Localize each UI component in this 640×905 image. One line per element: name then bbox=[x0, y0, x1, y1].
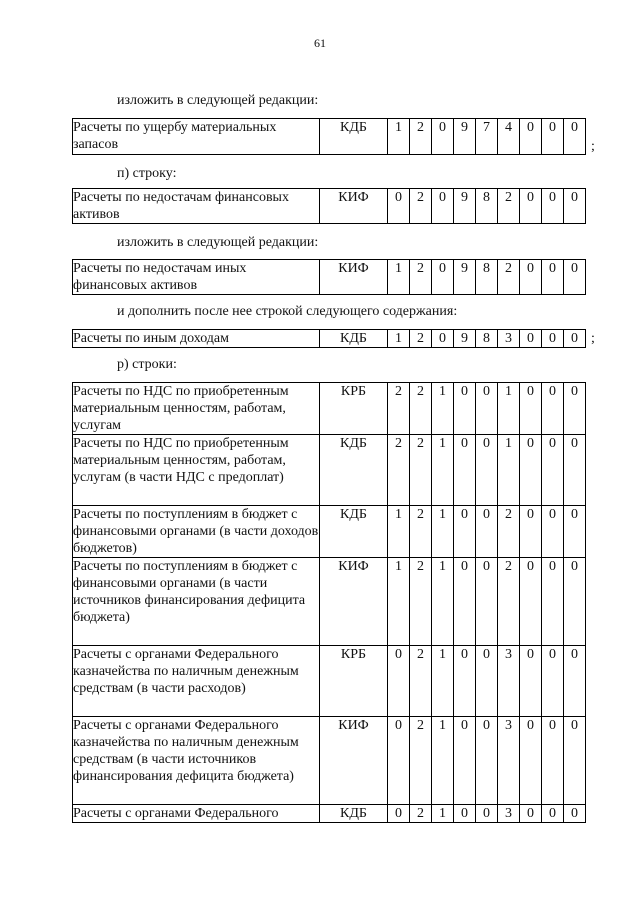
table-row bbox=[73, 805, 586, 823]
table-row bbox=[73, 558, 586, 646]
account-digit: 0 bbox=[564, 558, 586, 646]
account-code: КДБ bbox=[320, 330, 388, 348]
account-digit: 0 bbox=[432, 330, 454, 348]
paragraph-item-p: п) строку: bbox=[117, 166, 177, 181]
table-row bbox=[73, 260, 586, 295]
account-digit: 0 bbox=[432, 260, 454, 295]
account-digit: 0 bbox=[454, 717, 476, 805]
account-digit: 2 bbox=[410, 805, 432, 823]
account-digit: 1 bbox=[432, 805, 454, 823]
account-code: КРБ bbox=[320, 383, 388, 435]
account-digit: 0 bbox=[388, 646, 410, 717]
account-digit: 3 bbox=[498, 717, 520, 805]
account-digit: 0 bbox=[542, 435, 564, 506]
account-digit: 0 bbox=[432, 119, 454, 155]
account-digit: 0 bbox=[564, 435, 586, 506]
account-digit: 0 bbox=[564, 119, 586, 155]
table-row bbox=[73, 506, 586, 558]
account-digit: 2 bbox=[410, 435, 432, 506]
account-digit: 0 bbox=[564, 717, 586, 805]
account-digit: 1 bbox=[388, 330, 410, 348]
account-digit: 0 bbox=[388, 189, 410, 224]
account-digit: 0 bbox=[454, 506, 476, 558]
account-digit: 0 bbox=[520, 805, 542, 823]
account-code: КИФ bbox=[320, 558, 388, 646]
account-digit: 0 bbox=[476, 558, 498, 646]
account-name: Расчеты с органами Федерального казначейства по наличным денежным средствам (в части расходов) bbox=[73, 646, 320, 717]
account-digit: 0 bbox=[454, 558, 476, 646]
table-row bbox=[73, 189, 586, 224]
account-code: КИФ bbox=[320, 189, 388, 224]
account-digit: 0 bbox=[476, 435, 498, 506]
account-digit: 2 bbox=[410, 189, 432, 224]
account-digit: 1 bbox=[432, 558, 454, 646]
paragraph-item-r: р) строки: bbox=[117, 357, 177, 372]
account-digit: 2 bbox=[498, 558, 520, 646]
account-digit: 0 bbox=[564, 383, 586, 435]
account-digit: 0 bbox=[542, 383, 564, 435]
account-table-5 bbox=[72, 382, 586, 823]
account-name: Расчеты с органами Федерального bbox=[73, 805, 320, 823]
account-digit: 0 bbox=[542, 119, 564, 155]
account-digit: 0 bbox=[564, 189, 586, 224]
account-digit: 0 bbox=[564, 646, 586, 717]
account-digit: 0 bbox=[454, 435, 476, 506]
account-code: КИФ bbox=[320, 717, 388, 805]
account-digit: 0 bbox=[542, 330, 564, 348]
semicolon: ; bbox=[591, 331, 595, 346]
account-digit: 2 bbox=[410, 717, 432, 805]
account-digit: 1 bbox=[388, 558, 410, 646]
account-table-2 bbox=[72, 188, 586, 224]
account-digit: 9 bbox=[454, 260, 476, 295]
account-code: КДБ bbox=[320, 119, 388, 155]
account-digit: 2 bbox=[410, 119, 432, 155]
account-digit: 1 bbox=[432, 646, 454, 717]
account-digit: 2 bbox=[388, 435, 410, 506]
account-digit: 0 bbox=[476, 383, 498, 435]
table-row bbox=[73, 435, 586, 506]
account-name: Расчеты по недостачам финансовых активов bbox=[73, 189, 320, 224]
paragraph-add-line: и дополнить после нее строкой следующего содержания: bbox=[117, 304, 458, 319]
account-digit: 2 bbox=[498, 506, 520, 558]
account-digit: 1 bbox=[388, 119, 410, 155]
account-code: КИФ bbox=[320, 260, 388, 295]
account-digit: 0 bbox=[520, 558, 542, 646]
account-digit: 8 bbox=[476, 189, 498, 224]
account-digit: 7 bbox=[476, 119, 498, 155]
paragraph-edit-instruction-1: изложить в следующей редакции: bbox=[117, 93, 319, 108]
account-name: Расчеты по поступлениям в бюджет с финансовыми органами (в части доходов бюджетов) bbox=[73, 507, 319, 556]
account-digit: 0 bbox=[564, 805, 586, 823]
account-digit: 0 bbox=[454, 383, 476, 435]
account-name: Расчеты по ущербу материальных запасов bbox=[73, 119, 320, 155]
account-digit: 2 bbox=[410, 506, 432, 558]
account-table-1 bbox=[72, 118, 586, 155]
account-digit: 0 bbox=[520, 119, 542, 155]
account-digit: 2 bbox=[388, 383, 410, 435]
account-name: Расчеты по недостачам иных финансовых активов bbox=[73, 260, 320, 295]
account-digit: 0 bbox=[476, 646, 498, 717]
table-row bbox=[73, 383, 586, 435]
account-digit: 0 bbox=[564, 260, 586, 295]
account-digit: 0 bbox=[476, 717, 498, 805]
account-digit: 0 bbox=[520, 646, 542, 717]
account-digit: 0 bbox=[388, 805, 410, 823]
account-digit: 1 bbox=[498, 435, 520, 506]
table-row bbox=[73, 646, 586, 717]
account-code: КДБ bbox=[320, 805, 388, 823]
account-digit: 0 bbox=[542, 717, 564, 805]
account-digit: 1 bbox=[432, 717, 454, 805]
account-digit: 3 bbox=[498, 646, 520, 717]
semicolon: ; bbox=[591, 139, 595, 154]
account-digit: 0 bbox=[564, 506, 586, 558]
account-digit: 0 bbox=[542, 260, 564, 295]
account-digit: 1 bbox=[388, 260, 410, 295]
account-digit: 0 bbox=[476, 805, 498, 823]
account-digit: 0 bbox=[454, 805, 476, 823]
account-table-3 bbox=[72, 259, 586, 295]
account-digit: 0 bbox=[520, 260, 542, 295]
account-digit: 0 bbox=[542, 805, 564, 823]
account-digit: 0 bbox=[520, 383, 542, 435]
account-digit: 9 bbox=[454, 119, 476, 155]
table-row bbox=[73, 119, 586, 155]
account-digit: 0 bbox=[520, 717, 542, 805]
account-table-4 bbox=[72, 329, 586, 348]
account-digit: 0 bbox=[564, 330, 586, 348]
account-digit: 2 bbox=[410, 260, 432, 295]
account-digit: 2 bbox=[410, 558, 432, 646]
account-code: КДБ bbox=[320, 435, 388, 506]
account-name: Расчеты по поступлениям в бюджет с финансовыми органами (в части источников финансирования дефицита бюджета) bbox=[73, 558, 320, 646]
account-digit: 2 bbox=[410, 383, 432, 435]
paragraph-edit-instruction-2: изложить в следующей редакции: bbox=[117, 235, 319, 250]
account-code: КДБ bbox=[320, 506, 388, 558]
account-name: Расчеты по НДС по приобретенным материальным ценностям, работам, услугам bbox=[73, 383, 320, 435]
account-digit: 0 bbox=[542, 189, 564, 224]
account-digit: 2 bbox=[410, 330, 432, 348]
account-digit: 1 bbox=[388, 506, 410, 558]
account-digit: 0 bbox=[520, 189, 542, 224]
account-digit: 4 bbox=[498, 119, 520, 155]
account-digit: 1 bbox=[498, 383, 520, 435]
account-digit: 2 bbox=[498, 189, 520, 224]
account-name: Расчеты по НДС по приобретенным материальным ценностям, работам, услугам (в части НДС с предоплат) bbox=[73, 435, 320, 506]
account-digit: 0 bbox=[476, 506, 498, 558]
account-digit: 0 bbox=[542, 646, 564, 717]
account-digit: 3 bbox=[498, 805, 520, 823]
account-digit: 1 bbox=[432, 506, 454, 558]
account-digit: 0 bbox=[520, 330, 542, 348]
account-digit: 1 bbox=[432, 435, 454, 506]
account-digit: 3 bbox=[498, 330, 520, 348]
account-code: КРБ bbox=[320, 646, 388, 717]
account-name: Расчеты с органами Федерального казначейства по наличным денежным средствам (в части источников финансирования дефицита бюджета) bbox=[73, 717, 320, 805]
account-digit: 8 bbox=[476, 330, 498, 348]
account-digit: 0 bbox=[542, 506, 564, 558]
account-digit: 8 bbox=[476, 260, 498, 295]
table-row bbox=[73, 330, 586, 348]
account-name: Расчеты по иным доходам bbox=[73, 330, 320, 348]
account-digit: 0 bbox=[388, 717, 410, 805]
account-digit: 9 bbox=[454, 330, 476, 348]
account-digit: 1 bbox=[432, 383, 454, 435]
account-digit: 0 bbox=[542, 558, 564, 646]
account-digit: 2 bbox=[498, 260, 520, 295]
account-digit: 0 bbox=[520, 435, 542, 506]
account-digit: 2 bbox=[410, 646, 432, 717]
account-digit: 9 bbox=[454, 189, 476, 224]
page-number: 61 bbox=[314, 36, 326, 50]
account-digit: 0 bbox=[520, 506, 542, 558]
account-digit: 0 bbox=[454, 646, 476, 717]
account-digit: 0 bbox=[432, 189, 454, 224]
table-row bbox=[73, 717, 586, 805]
